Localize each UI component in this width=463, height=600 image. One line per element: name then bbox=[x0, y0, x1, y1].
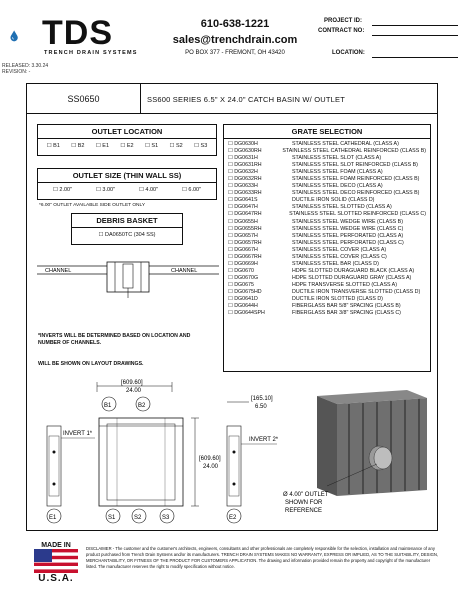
grate-code: ☐ DG0670 bbox=[228, 267, 254, 274]
grate-description: STAINLESS STEEL DECO REINFORCED (CLASS B) bbox=[292, 190, 420, 197]
grate-description: STAINLESS STEEL COVER (CLASS C) bbox=[292, 253, 387, 260]
release-info bbox=[2, 63, 48, 75]
grate-description: STAINLESS STEEL FOAM (CLASS A) bbox=[292, 169, 383, 176]
grate-code: ☐ DG0641S bbox=[228, 197, 258, 204]
spec-sheet-frame bbox=[26, 83, 438, 531]
grate-description: STAINLESS STEEL PERFORATED (CLASS A) bbox=[292, 232, 404, 239]
grate-description: HDPE SLOTTED DURAGUARD BLACK (CLASS A) bbox=[292, 267, 415, 274]
grate-code: ☐ DG0655H bbox=[228, 218, 258, 225]
dim-end-in: 6.50 bbox=[255, 404, 267, 410]
grate-option[interactable] bbox=[228, 310, 426, 317]
inverts-note: *INVERTS WILL BE DETERMINED BASED ON LOCATION AND NUMBER OF CHANNELS. bbox=[38, 333, 191, 346]
grate-option[interactable] bbox=[228, 148, 426, 155]
grate-description: DUCTILE IRON SLOTTED (CLASS D) bbox=[292, 296, 383, 303]
label-e1: E1 bbox=[49, 515, 57, 521]
grate-code: ☐ DG0647RH bbox=[228, 211, 262, 218]
option-e2[interactable]: ☐ E2 bbox=[120, 143, 134, 149]
option-s2[interactable]: ☐ S2 bbox=[169, 143, 183, 149]
grate-code: ☐ DG0644SPH bbox=[228, 310, 265, 317]
model-number: SS0650 bbox=[27, 84, 141, 114]
option-6in[interactable]: ☐ 6.00" bbox=[181, 187, 202, 193]
dim-side-in: 24.00 bbox=[203, 464, 219, 470]
grate-code: ☐ DG0667H bbox=[228, 246, 258, 253]
option-4in[interactable]: ☐ 4.00" bbox=[138, 187, 159, 193]
grate-option[interactable] bbox=[228, 141, 426, 148]
label-s3: S3 bbox=[162, 515, 170, 521]
grate-description: HDPE TRANSVERSE SLOTTED (CLASS A) bbox=[292, 281, 397, 288]
grate-selection-box bbox=[223, 124, 431, 372]
us-flag-icon bbox=[34, 549, 78, 573]
grate-code: ☐ DG0657RH bbox=[228, 239, 262, 246]
logo-text: TDS bbox=[42, 14, 113, 52]
grate-code: ☐ DG0669H bbox=[228, 260, 258, 267]
dim-side-mm: [609.60] bbox=[199, 456, 221, 462]
grate-description: DUCTILE IRON TRANSVERSE SLOTTED (CLASS D) bbox=[292, 288, 421, 295]
option-3in[interactable]: ☐ 3.00" bbox=[95, 187, 116, 193]
grate-code: ☐ DG0644H bbox=[228, 303, 258, 310]
grate-option[interactable] bbox=[228, 176, 426, 183]
grate-description: STAINLESS STEEL SLOTTED (CLASS A) bbox=[292, 204, 392, 211]
grate-description: FIBERGLASS BAR 3/8" SPACING (CLASS C) bbox=[292, 310, 401, 317]
outlet-location-options bbox=[38, 139, 216, 153]
dim-end-mm: [165.10] bbox=[251, 396, 273, 402]
grate-code: ☐ DG0647H bbox=[228, 204, 258, 211]
grate-option[interactable] bbox=[228, 162, 426, 169]
grate-option[interactable] bbox=[228, 254, 426, 261]
location-line[interactable] bbox=[372, 57, 458, 58]
grate-code: ☐ DG0633RH bbox=[228, 190, 262, 197]
grate-option[interactable] bbox=[228, 204, 426, 211]
option-e1[interactable]: ☐ E1 bbox=[95, 143, 109, 149]
grate-description: STAINLESS STEEL SLOT REINFORCED (CLASS B) bbox=[292, 162, 418, 169]
grate-option[interactable] bbox=[228, 247, 426, 254]
grate-option[interactable] bbox=[228, 226, 426, 233]
grate-option[interactable] bbox=[228, 261, 426, 268]
grate-option[interactable] bbox=[228, 211, 426, 218]
grate-description: DUCTILE IRON SOLID (CLASS D) bbox=[292, 197, 375, 204]
debris-basket-box bbox=[71, 213, 183, 245]
grate-option[interactable] bbox=[228, 282, 426, 289]
grate-code: ☐ DG0655RH bbox=[228, 225, 262, 232]
option-s1[interactable]: ☐ S1 bbox=[144, 143, 159, 149]
grate-code: ☐ DG0631H bbox=[228, 155, 258, 162]
grate-code: ☐ DG0631RH bbox=[228, 162, 262, 169]
option-b1[interactable]: ☐ B1 bbox=[46, 143, 60, 149]
contract-no-label: CONTRACT NO: bbox=[318, 28, 365, 34]
grate-code: ☐ DG0632H bbox=[228, 169, 258, 176]
label-s1: S1 bbox=[108, 515, 116, 521]
grate-description: STAINLESS STEEL FOAM REINFORCED (CLASS B) bbox=[292, 176, 420, 183]
grate-description: STAINLESS STEEL PERFORATED (CLASS C) bbox=[292, 239, 404, 246]
header bbox=[0, 0, 463, 82]
disclaimer: DISCLAIMER - The customer and the customer's architects, engineers, consultants and other professionals are completely responsible for the selection, installation and maintenance of any product purchased from Trench Drain Systems and/or its manufacturers. TRENCH DRAIN SYSTEMS MAKES NO WARRANTY, EXPRESS OR IMPLIED, AS TO THE SUITABILITY, DESIGN, MERCHANTABILITY, OR FITNESS OF THE PRODUCT FOR CUSTOMERS APPLICATION. The drawing and information provided remain the property and copyright of the manufacturer listed. The manufacturer reserves the right to modify specification without notice. bbox=[86, 546, 439, 569]
outlet-size-note: *6.00" OUTLET AVAILABLE SIDE OUTLET ONLY bbox=[39, 203, 146, 208]
grate-description: FIBERGLASS BAR 5/8" SPACING (CLASS B) bbox=[292, 303, 401, 310]
address: PO BOX 377 - FREMONT, OH 43420 bbox=[185, 50, 285, 56]
outlet-location-heading: OUTLET LOCATION bbox=[38, 125, 216, 139]
dim-top-in: 24.00 bbox=[126, 388, 142, 394]
option-s3[interactable]: ☐ S3 bbox=[194, 143, 208, 149]
grate-code: ☐ DG0630H bbox=[228, 141, 258, 147]
made-in-label: MADE IN bbox=[41, 542, 71, 549]
grate-option[interactable] bbox=[228, 190, 426, 197]
logo-drop-icon bbox=[10, 14, 44, 58]
product-title: SS600 SERIES 6.5" X 24.0" CATCH BASIN W/ OUTLET bbox=[147, 94, 345, 104]
grate-code: ☐ DG0667RH bbox=[228, 253, 262, 260]
project-id-row bbox=[318, 18, 458, 28]
grate-option[interactable] bbox=[228, 155, 426, 162]
grate-description: STAINLESS STEEL BAR (CLASS D) bbox=[292, 260, 379, 267]
technical-drawing bbox=[27, 376, 437, 530]
option-b2[interactable]: ☐ B2 bbox=[71, 143, 85, 149]
phone: 610-638-1221 bbox=[200, 18, 270, 30]
label-b2: B2 bbox=[138, 403, 146, 409]
catch-basin-render bbox=[317, 390, 427, 496]
revision: REVISION: - bbox=[2, 69, 31, 75]
project-fields bbox=[318, 18, 458, 60]
outlet-note-line2: SHOWN FOR bbox=[285, 500, 323, 506]
grate-code: ☐ DG0670G bbox=[228, 274, 259, 281]
grate-selection-heading: GRATE SELECTION bbox=[224, 125, 430, 139]
grate-description: HDPE SLOTTED DURAGUARD GRAY (CLASS A) bbox=[292, 274, 412, 281]
label-s2: S2 bbox=[134, 515, 142, 521]
grate-description: STAINLESS STEEL COVER (CLASS A) bbox=[292, 246, 387, 253]
grate-code: ☐ DG0641D bbox=[228, 296, 258, 303]
title-bar bbox=[27, 84, 437, 114]
grate-code: ☐ DG0675 bbox=[228, 281, 254, 288]
grate-description: STAINLESS STEEL WEDGE WIRE (CLASS B) bbox=[292, 218, 403, 225]
project-id-label: PROJECT ID: bbox=[324, 18, 363, 24]
email: sales@trenchdrain.com bbox=[172, 34, 298, 46]
grate-description: STAINLESS STEEL DECO (CLASS A) bbox=[292, 183, 383, 190]
grate-list bbox=[224, 139, 430, 319]
grate-code: ☐ DG0675HD bbox=[228, 288, 262, 295]
outlet-location-box bbox=[37, 124, 217, 156]
label-e2: E2 bbox=[229, 515, 237, 521]
option-da0650tc[interactable]: ☐ DA0650TC (304 SS) bbox=[98, 232, 156, 238]
channel-label-left: CHANNEL bbox=[45, 268, 72, 274]
dim-top-mm: [609.60] bbox=[121, 380, 143, 386]
grate-code: ☐ DG0632RH bbox=[228, 176, 262, 183]
outlet-size-heading: OUTLET SIZE (THIN WALL SS) bbox=[38, 169, 216, 183]
grate-option[interactable] bbox=[228, 169, 426, 176]
outlet-size-box bbox=[37, 168, 217, 200]
made-in-usa-badge bbox=[34, 542, 78, 584]
usa-label: U.S.A. bbox=[38, 573, 74, 584]
grate-option[interactable] bbox=[228, 219, 426, 226]
grate-option[interactable] bbox=[228, 289, 426, 296]
invert1-label: INVERT 1* bbox=[63, 431, 93, 437]
grate-option[interactable] bbox=[228, 268, 426, 275]
grate-description: STAINLESS STEEL WEDGE WIRE (CLASS C) bbox=[292, 225, 404, 232]
grate-code: ☐ DG0657H bbox=[228, 232, 258, 239]
grate-option[interactable] bbox=[228, 183, 426, 190]
grate-option[interactable] bbox=[228, 296, 426, 303]
outlet-note-line3: REFERENCE bbox=[285, 508, 323, 514]
grate-option[interactable] bbox=[228, 197, 426, 204]
logo-subtitle: TRENCH DRAIN SYSTEMS bbox=[44, 50, 138, 56]
grate-description: STAINLESS STEEL SLOT (CLASS A) bbox=[292, 155, 382, 162]
channel-diagram bbox=[37, 260, 219, 300]
outlet-size-options bbox=[38, 183, 216, 197]
outlet-note-line1: Ø 4.00" OUTLET bbox=[283, 492, 329, 498]
grate-description: STAINLESS STEEL CATHEDRAL (CLASS A) bbox=[292, 141, 399, 147]
grate-option[interactable] bbox=[228, 240, 426, 247]
grate-description: STAINLESS STEEL SLOTTED REINFORCED (CLASS C) bbox=[289, 211, 426, 218]
grate-option[interactable] bbox=[228, 233, 426, 240]
grate-code: ☐ DG0630RH bbox=[228, 148, 262, 155]
grate-option[interactable] bbox=[228, 303, 426, 310]
project-id-line[interactable] bbox=[372, 25, 458, 26]
contract-no-row bbox=[318, 28, 458, 38]
label-b1: B1 bbox=[104, 403, 112, 409]
debris-basket-heading: DEBRIS BASKET bbox=[72, 214, 182, 228]
contact-block bbox=[160, 18, 310, 56]
invert2-label: INVERT 2* bbox=[249, 437, 279, 443]
location-row bbox=[318, 50, 458, 60]
grate-description: STAINLESS STEEL CATHEDRAL REINFORCED (CLASS B) bbox=[282, 148, 426, 155]
location-label: LOCATION: bbox=[332, 50, 365, 56]
released-date: RELEASED: 3.30.24 bbox=[2, 63, 49, 69]
option-2in[interactable]: ☐ 2.00" bbox=[52, 187, 73, 193]
debris-basket-options bbox=[72, 228, 182, 242]
contract-no-line[interactable] bbox=[372, 35, 458, 36]
layout-note: WILL BE SHOWN ON LAYOUT DRAWINGS. bbox=[38, 361, 144, 367]
footer bbox=[0, 534, 463, 600]
grate-option[interactable] bbox=[228, 275, 426, 282]
grate-code: ☐ DG0633H bbox=[228, 183, 258, 190]
channel-label-right: CHANNEL bbox=[171, 268, 198, 274]
